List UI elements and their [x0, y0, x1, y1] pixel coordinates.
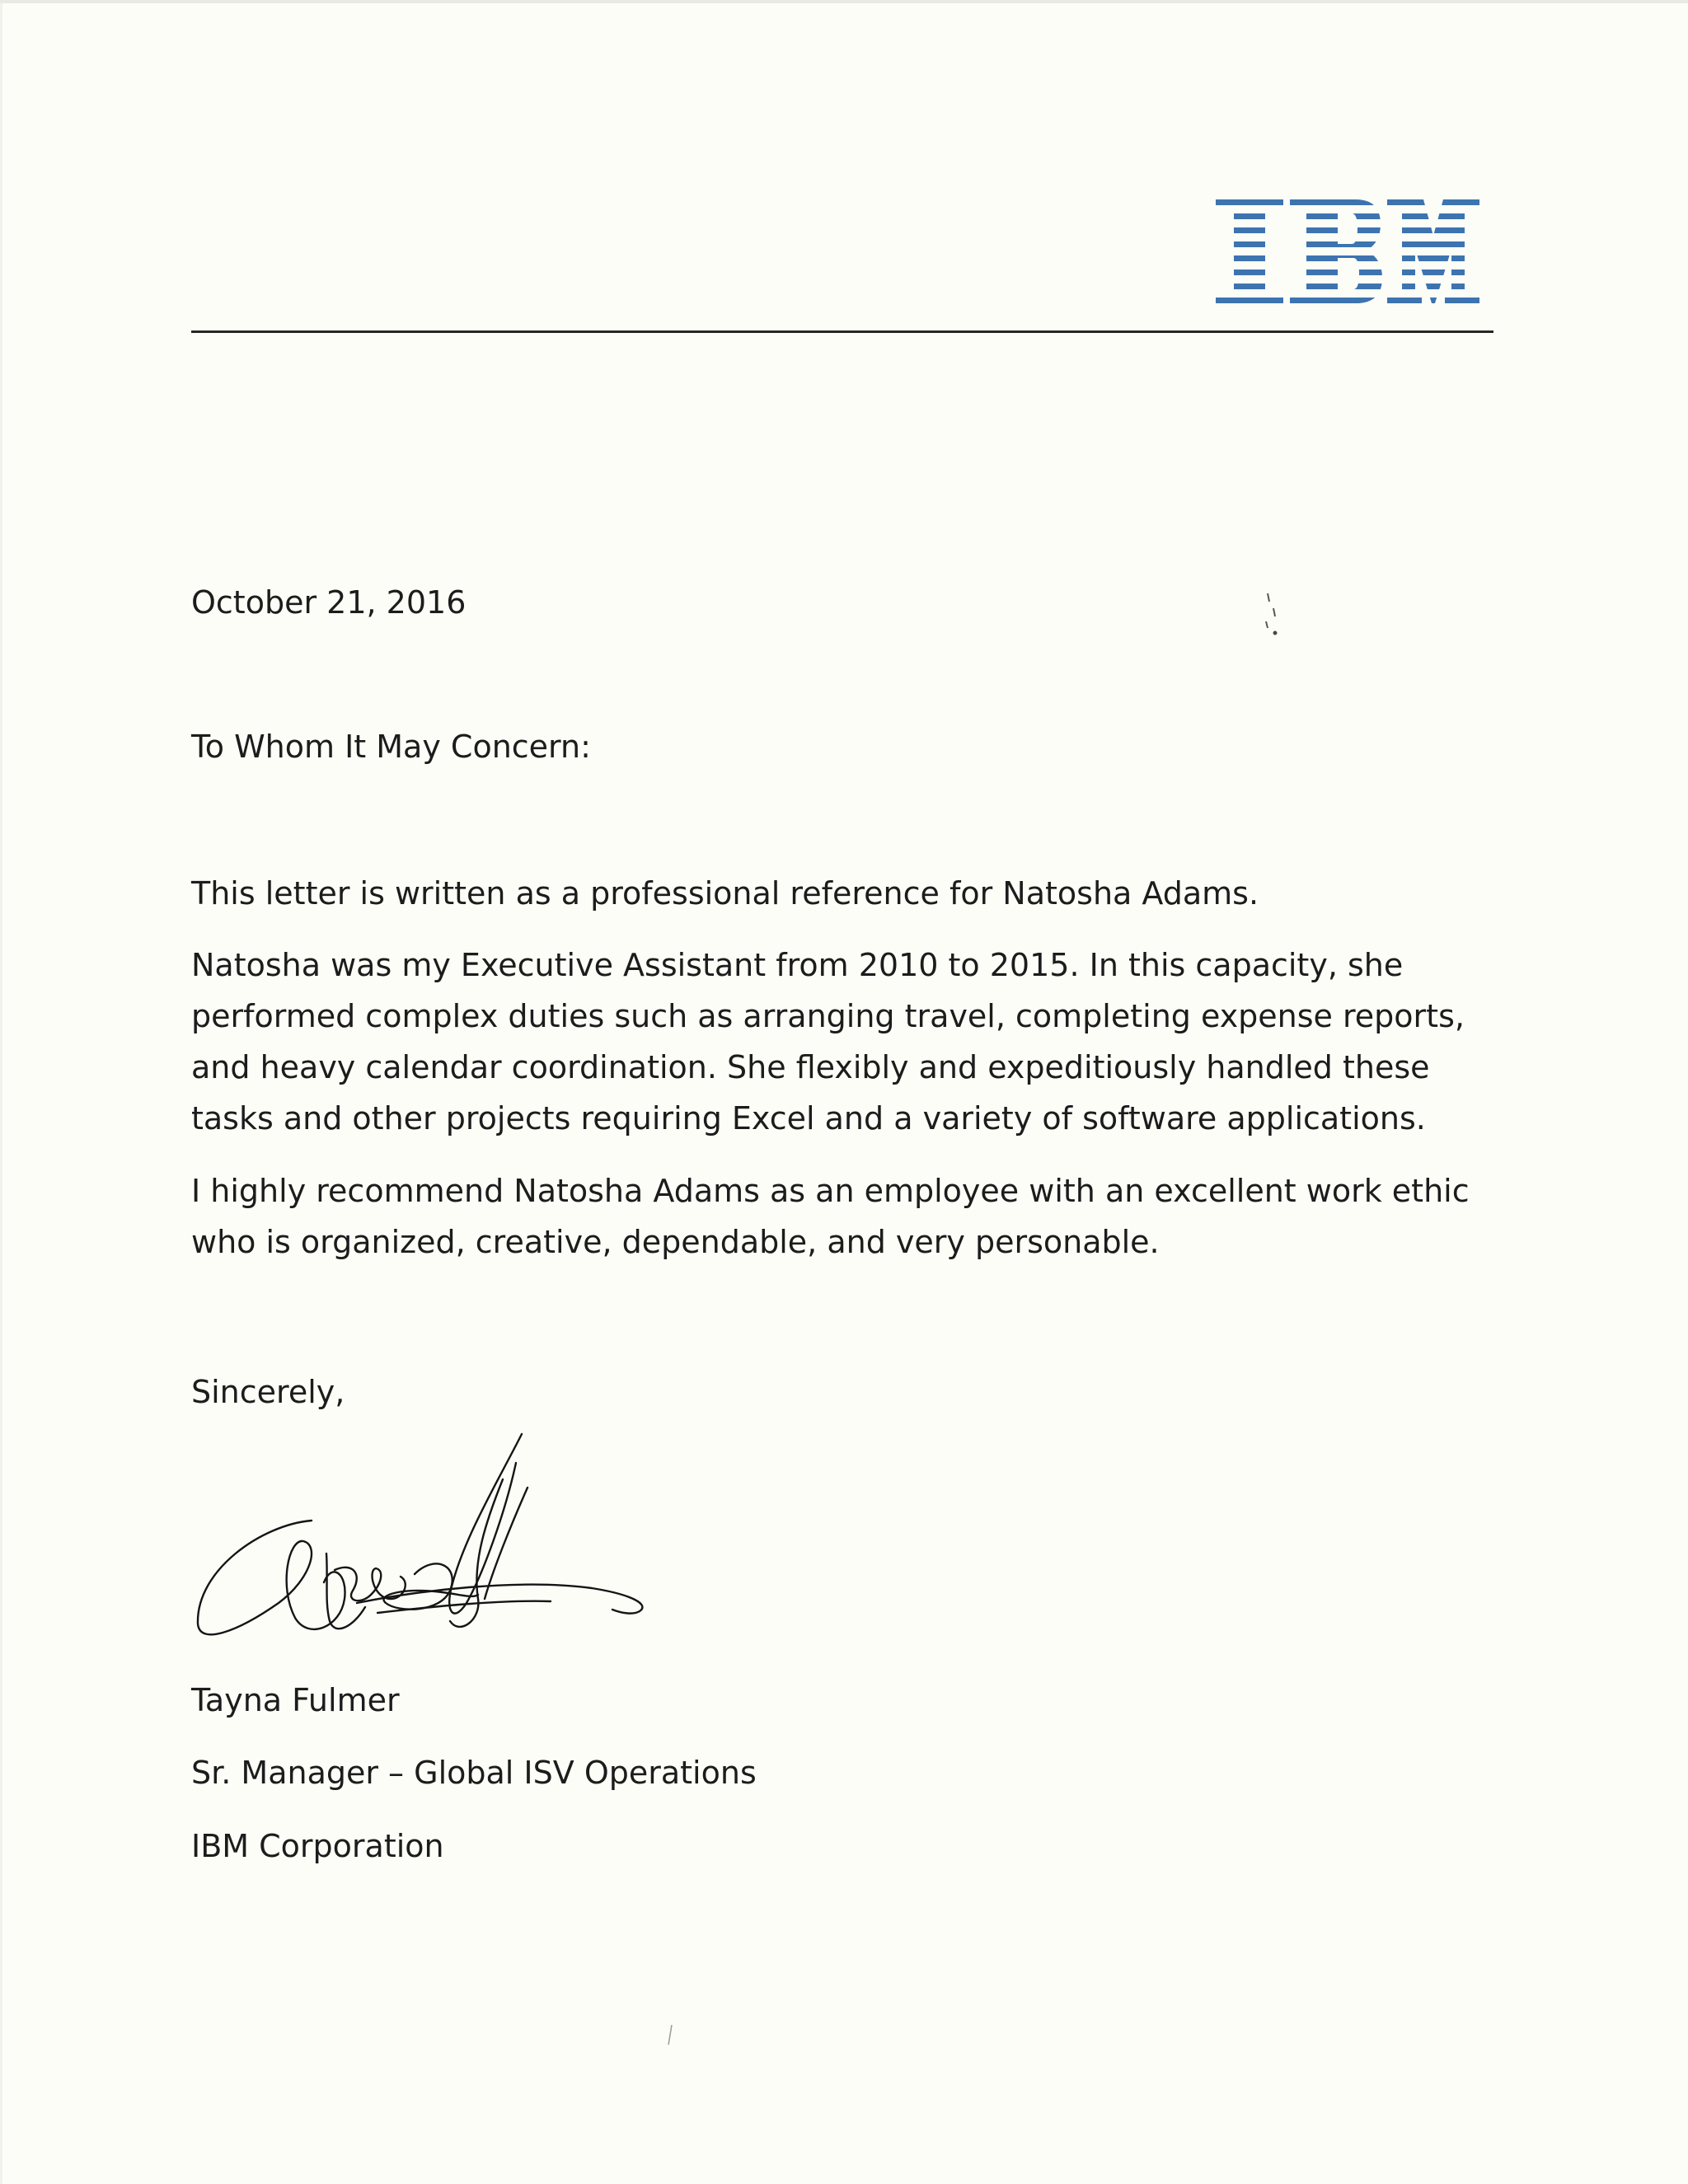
signer-name: Tayna Fulmer: [191, 1682, 400, 1718]
paragraph-line: I highly recommend Natosha Adams as an employee with an excellent work ethic: [191, 1173, 1470, 1209]
letter-date: October 21, 2016: [191, 584, 467, 621]
paper-mark: [666, 2023, 674, 2048]
paragraph-line: and heavy calendar coordination. She flexibly and expeditiously handled these: [191, 1049, 1430, 1085]
signer-company: IBM Corporation: [191, 1828, 444, 1864]
salutation: To Whom It May Concern:: [191, 729, 591, 765]
paragraph-line: Natosha was my Executive Assistant from 2010 to 2015. In this capacity, she: [191, 947, 1404, 983]
paragraph-line: This letter is written as a professional reference for Natosha Adams.: [191, 875, 1259, 912]
signer-title: Sr. Manager – Global ISV Operations: [191, 1755, 757, 1791]
paragraph-recommendation: [191, 1165, 1470, 1268]
paragraph-line: tasks and other projects requiring Excel and a variety of software applications.: [191, 1100, 1426, 1137]
closing: Sincerely,: [191, 1374, 345, 1410]
paragraph-duties: [191, 940, 1465, 1144]
paper-speck: [1259, 592, 1284, 641]
ibm-logo: [1216, 199, 1481, 303]
paragraph-line: who is organized, creative, dependable, and very personable.: [191, 1224, 1160, 1260]
handwritten-signature-icon: [188, 1430, 649, 1652]
paragraph-line: performed complex duties such as arranging travel, completing expense reports,: [191, 998, 1465, 1034]
header-rule: [191, 330, 1493, 333]
paragraph-intro: [191, 868, 1259, 919]
